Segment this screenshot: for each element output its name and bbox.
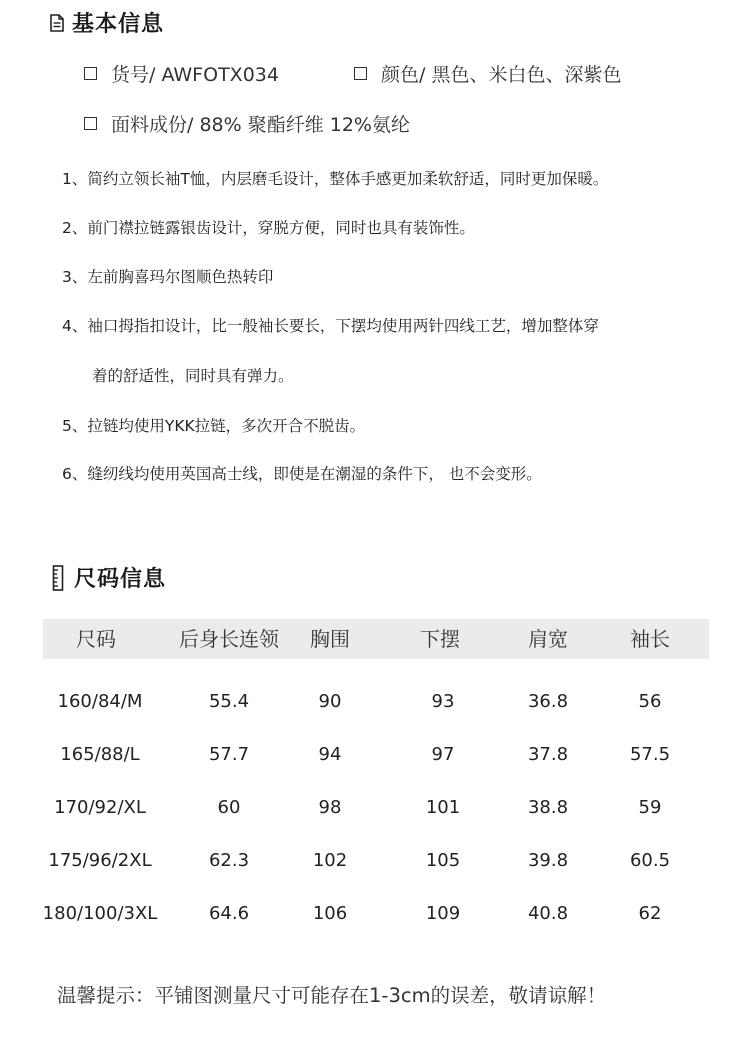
table-cell: 101 [425,797,461,818]
info-item-fabric [84,110,410,137]
column-header-sleeve: 袖长 [630,627,670,651]
table-cell: 40.8 [527,903,569,924]
table-cell: 38.8 [527,797,569,818]
column-header-length: 后身长连领 [179,627,279,651]
size-info-title: 尺码信息 [74,567,167,592]
table-cell: 57.7 [208,744,250,765]
table-cell: 94 [318,744,342,765]
document-icon [50,14,64,32]
info-item-color [354,60,621,87]
feature-item: 5、拉链均使用YKK拉链，多次开合不脱齿。 [62,417,366,435]
feature-item: 4、袖口拇指扣设计，比一般袖长要长，下摆均使用两针四线工艺，增加整体穿 [62,317,599,335]
column-header-size: 尺码 [76,627,116,651]
checkbox-icon [84,67,97,80]
checkbox-icon [354,67,367,80]
table-cell: 60 [217,797,241,818]
feature-item: 2、前门襟拉链露银齿设计，穿脱方便，同时也具有装饰性。 [62,219,475,237]
feature-item: 6、缝纫线均使用英国高士线，即使是在潮湿的条件下， 也不会变形。 [62,465,542,483]
checkbox-icon [84,117,97,130]
table-cell: 36.8 [527,691,569,712]
table-cell: 106 [312,903,348,924]
info-item-label: 货号/ AWFOTX034 [111,64,279,86]
table-cell: 62.3 [208,850,250,871]
table-cell: 93 [431,691,455,712]
table-cell: 98 [318,797,342,818]
table-cell: 102 [312,850,348,871]
info-item-label: 面料成份/ 88% 聚酯纤维 12%氨纶 [111,114,410,136]
table-cell: 62 [638,903,662,924]
table-cell: 97 [431,744,455,765]
table-cell: 90 [318,691,342,712]
table-cell: 105 [425,850,461,871]
table-cell: 37.8 [527,744,569,765]
ruler-icon [52,565,66,591]
table-cell: 39.8 [527,850,569,871]
table-cell: 109 [425,903,461,924]
info-item-sku [84,60,279,87]
table-cell: 165/88/L [60,744,140,765]
column-header-hem: 下摆 [420,627,460,651]
measurement-notice: 温馨提示：平铺图测量尺寸可能存在1-3cm的误差，敬请谅解！ [57,984,607,1007]
table-cell: 175/96/2XL [48,850,152,871]
feature-item: 3、左前胸喜玛尔图顺色热转印 [62,268,274,286]
table-cell: 64.6 [208,903,250,924]
table-cell: 170/92/XL [54,797,146,818]
feature-item-continued: 着的舒适性，同时具有弹力。 [92,367,294,385]
column-header-shoulder: 肩宽 [528,627,568,651]
table-cell: 59 [638,797,662,818]
feature-item: 1、简约立领长袖T恤，内层磨毛设计，整体手感更加柔软舒适，同时更加保暖。 [62,170,609,188]
table-cell: 180/100/3XL [42,903,158,924]
table-cell: 56 [638,691,662,712]
table-cell: 60.5 [629,850,671,871]
table-cell: 55.4 [208,691,250,712]
basic-info-title: 基本信息 [72,12,165,37]
basic-info-header [50,7,164,38]
table-cell: 57.5 [629,744,671,765]
column-header-chest: 胸围 [310,627,350,651]
info-item-label: 颜色/ 黑色、米白色、深紫色 [381,64,622,86]
table-cell: 160/84/M [57,691,143,712]
size-info-header [52,562,166,593]
